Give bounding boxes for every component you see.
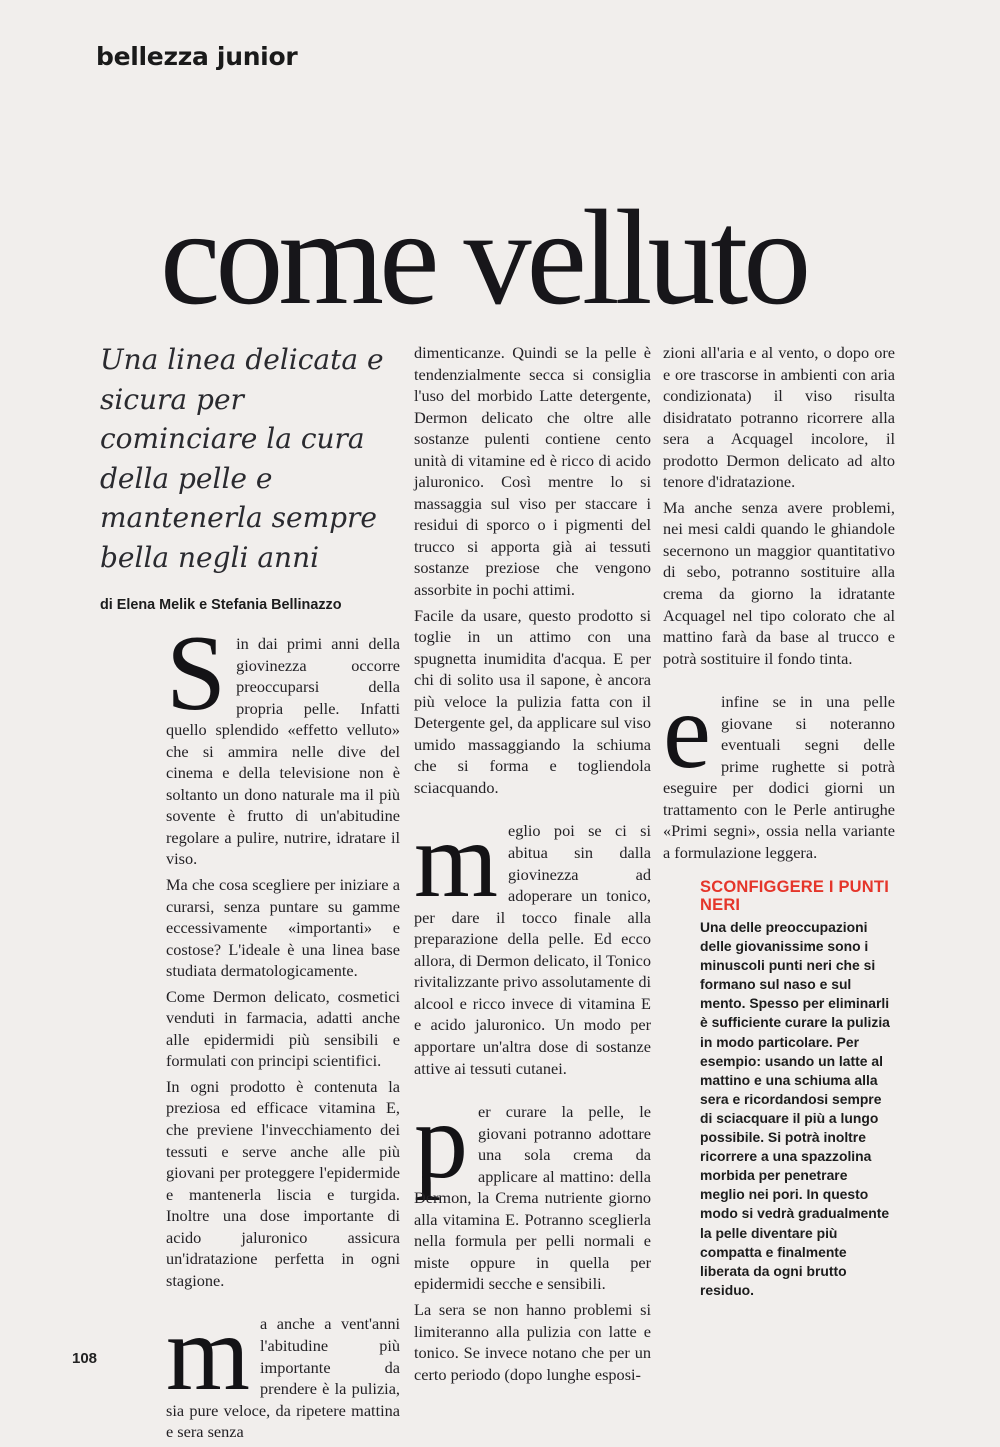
byline: di Elena Melik e Stefania Bellinazzo <box>100 597 342 613</box>
article-paragraph: La sera se non hanno problemi si limiteranno alla pulizia con latte e tonico. Se invece notano che per un certo periodo (dopo lunghe esposi- <box>414 1299 651 1384</box>
drop-cap: e <box>663 672 711 792</box>
article-paragraph: In ogni prodotto è contenuta la preziosa ed efficace vitamina E, che previene l'invecchiamento dei tessuti e serve anche alle più giovani per proteggere l'epidermide e mantenerla liscia e turgida. Inoltre una dose importante di acido jaluronico assicura un'idratazione perfetta in ogni stagione. <box>166 1076 400 1290</box>
article-column-3 <box>663 342 895 868</box>
article-column-1 <box>166 614 400 1447</box>
drop-cap: m <box>166 1294 251 1414</box>
drop-cap: m <box>414 801 499 921</box>
paragraph-text: in dai primi anni della giovinezza occorre preoccuparsi della propria pelle. Infatti quello splendido «effetto velluto» che si ammira nelle dive del cinema e della televisione non è soltanto un dono naturale ma il più sovente è frutto di un'abitudine regolare a pulire, nutrire, idratare il viso. <box>166 634 400 869</box>
paragraph-text: er curare la pelle, le giovani potranno adottare una sola crema da applicare al mattino: della Dermon, la Crema nutriente giorno alla vitamina E. Potranno sceglierla nella formula per pelli normali e miste oppure in quella per epidermidi secche e sensibili. <box>414 1102 651 1294</box>
paragraph-text: eglio poi se ci si abitua sin dalla giovinezza ad adoperare un tonico, per dare il tocco finale alla preparazione della pelle. Ed ecco allora, di Dermon delicato, il Tonico rivitalizzante privo assolutamente di alcool e ricco invece di vitamina E e acido jaluronico. Un modo per apportare un'altra dose di sostanze attive ai tessuti cutanei. <box>414 821 651 1078</box>
paragraph-text: a anche a vent'anni l'abitudine più importante da prendere è la pulizia, sia pure veloce, da ripetere mattina e sera senza <box>166 1314 400 1442</box>
sidebar-box <box>700 878 896 1300</box>
article-paragraph: Ma che cosa scegliere per iniziare a curarsi, senza puntare su gamme eccessivamente «importanti» e costose? L'ideale è una linea base studiata dermatologicamente. <box>166 875 400 981</box>
standfirst: Una linea delicata e sicura per cominciare la cura della pelle e mantenerla sempre bella negli anni <box>100 343 384 574</box>
article-paragraph: zioni all'aria e al vento, o dopo ore e ore trascorse in ambienti con aria condizionata) il viso risulta disidratato potranno ricorrere alla sera a Acquagel incolore, il prodotto Dermon delicato ad alto tenore d'idratazione. <box>663 343 895 492</box>
article-paragraph: dimenticanze. Quindi se la pelle è tendenzialmente secca si consiglia l'uso del morbido Latte detergente, Dermon delicato che oltre alle sostanze pulenti contiene cento unità di vitamine ed è ricco di acido jaluronico. Così mentre lo si massaggia sul viso per staccare i residui di sporco o i pigmenti del trucco si apporta già ai tessuti sostanze preziose che vengono assorbite in pochi attimi. <box>414 343 651 600</box>
article-paragraph <box>663 672 895 863</box>
section-tag: bellezza junior <box>96 42 298 71</box>
article-column-2 <box>414 342 651 1389</box>
article-paragraph <box>414 1082 651 1295</box>
article-paragraph <box>166 614 400 870</box>
article-paragraph: Facile da usare, questo prodotto si toglie in un attimo con una spugnetta inumidita d'acqua. E per chi di solito usa il sapone, è ancora più veloce la pulizia fatta con il Detergente gel, da applicare sul viso umido massaggiando la schiuma che si forma e togliendola sciacquando. <box>414 605 651 797</box>
drop-cap: S <box>166 614 227 733</box>
article-paragraph: Ma anche senza avere problemi, nei mesi caldi quando le ghiandole secernono un maggior quantitativo di sebo, potranno sostituire alla crema da giorno la idratante Acquagel nel tipo colorato che al mattino farà da base al trucco e potrà sostituire il fondo tinta. <box>663 497 895 668</box>
sidebar-title: SCONFIGGERE I PUNTI NERI <box>700 878 889 914</box>
article-paragraph <box>414 801 651 1079</box>
article-title: come velluto <box>160 183 807 333</box>
paragraph-text: infine se in una pelle giovane si noteranno eventuali segni delle prime rughette si potrà eseguire per dodici giorni un trattamento con le Perle antirughe «Primi segni», ossia nella variante a formulazione leggera. <box>663 692 895 863</box>
drop-cap: p <box>414 1082 468 1202</box>
article-paragraph <box>166 1294 400 1442</box>
sidebar-text: Una delle preoccupazioni delle giovanissime sono i minuscoli punti neri che si formano sul naso e sul mento. Spesso per eliminarli è sufficiente curare la pulizia in modo particolare. Per esempio: usando un latte al mattino e una schiuma alla sera e ricordandosi sempre di sciacquare il più a lungo possibile. Si potrà inoltre ricorrere a una spazzolina morbida per penetrare meglio nei pori. In questo modo si vedrà gradualmente la pelle diventare più compatta e finalmente liberata da ogni brutto residuo. <box>700 919 890 1298</box>
page-number: 108 <box>72 1350 98 1367</box>
article-paragraph: Come Dermon delicato, cosmetici venduti in farmacia, adatti anche alle epidermidi più sensibili e formulati con principi scientifici. <box>166 986 400 1071</box>
